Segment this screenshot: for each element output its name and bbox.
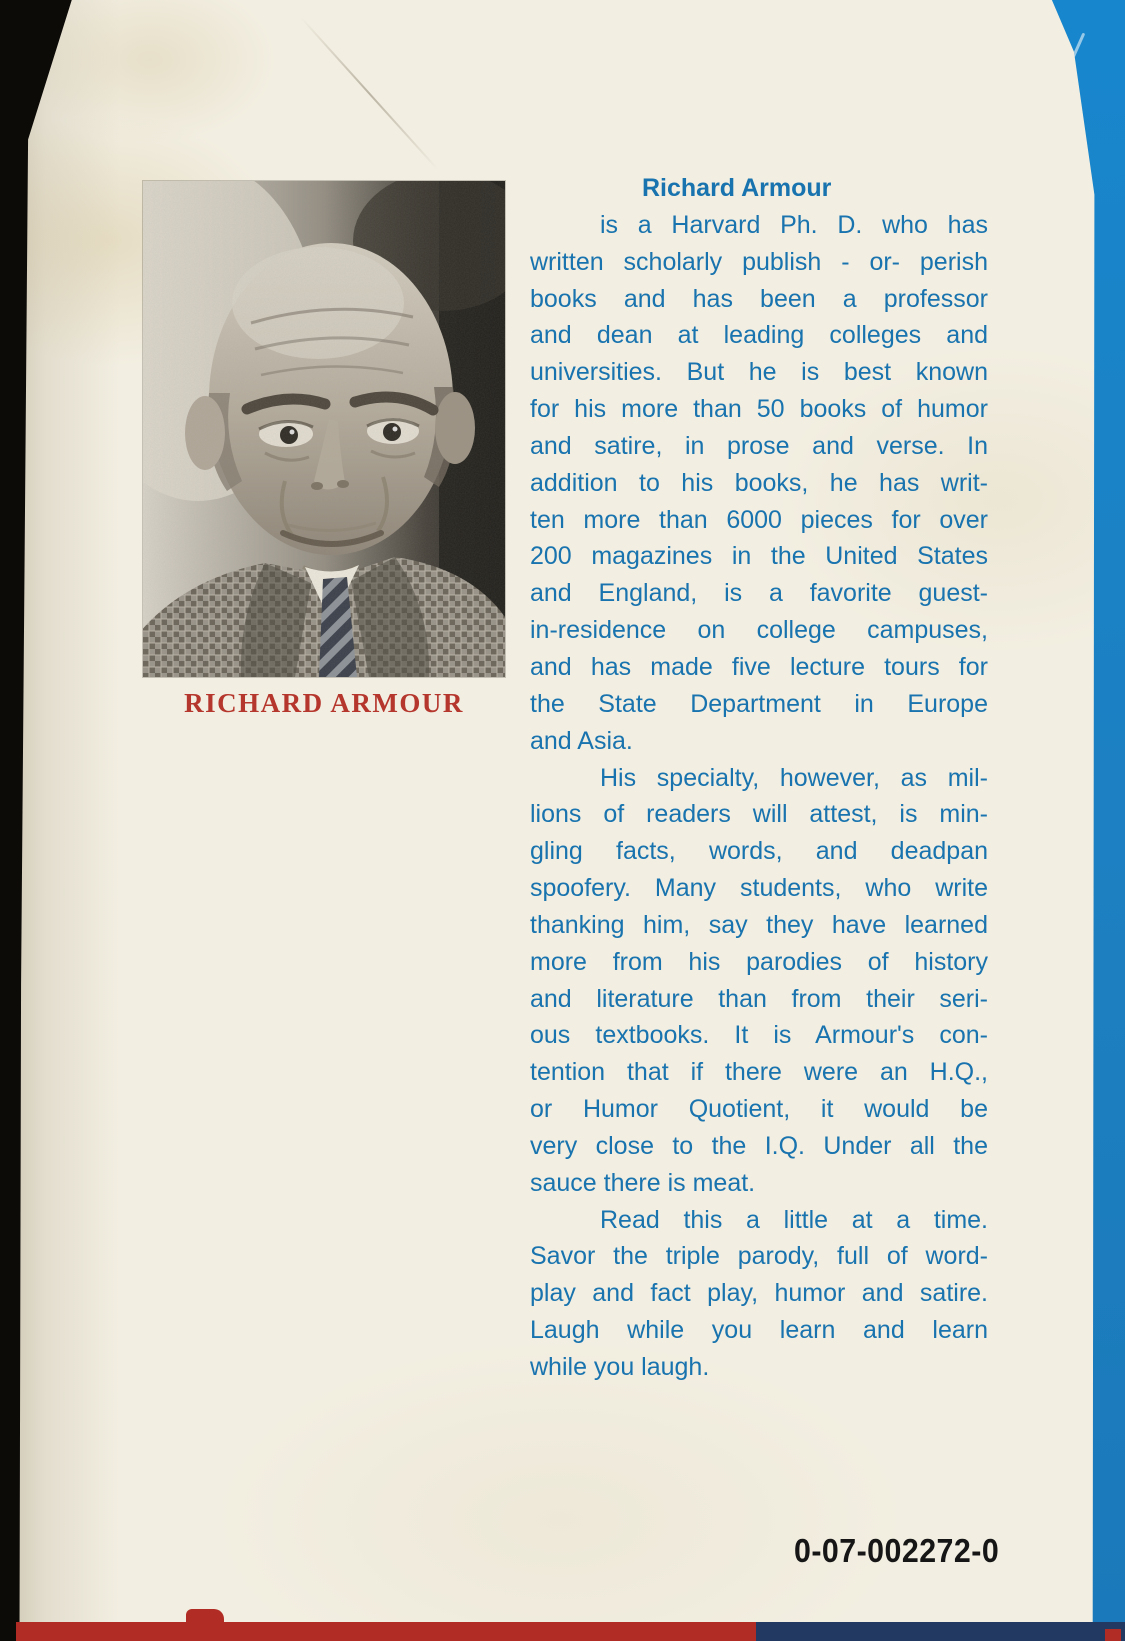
crease-mark xyxy=(1034,33,1086,144)
bio-line: Read this a little at a time. xyxy=(600,1205,988,1234)
bio-line: lions of readers will attest, is min- xyxy=(530,800,988,829)
bio-line: His specialty, however, as mil- xyxy=(600,763,988,792)
bio-line: tention that if there were an H.Q., xyxy=(530,1058,988,1087)
photo-caption: RICHARD ARMOUR xyxy=(184,688,464,718)
crease-mark xyxy=(300,17,439,171)
bio-line: and England, is a favorite guest- xyxy=(530,579,988,608)
bio-line: books and has been a professor xyxy=(530,284,988,313)
spine-edge xyxy=(0,0,78,1641)
portrait-photo xyxy=(143,181,505,677)
bio-line: and literature than from their seri- xyxy=(530,984,988,1013)
bio-text-column xyxy=(530,170,988,1386)
portrait-photo-art xyxy=(143,181,505,677)
bio-line: Savor the triple parody, full of word- xyxy=(530,1242,988,1271)
bio-line: addition to his books, he has writ- xyxy=(530,468,988,497)
bio-line: universities. But he is best known xyxy=(530,358,988,387)
bio-line: written scholarly publish - or- perish xyxy=(530,247,988,276)
board-edge-corner-red xyxy=(1105,1629,1121,1641)
bio-line: is a Harvard Ph. D. who has xyxy=(600,210,988,239)
bio-line: for his more than 50 books of humor xyxy=(530,395,988,424)
bio-line: and satire, in prose and verse. In xyxy=(530,431,988,460)
bio-line: ten more than 6000 pieces for over xyxy=(530,505,988,534)
bio-heading: Richard Armour xyxy=(642,174,832,202)
board-edge-bottom-navy xyxy=(756,1622,1125,1641)
bio-line: play and fact play, humor and satire. xyxy=(530,1279,988,1308)
bio-line: more from his parodies of history xyxy=(530,947,988,976)
bio-line: spoofery. Many students, who write xyxy=(530,874,988,903)
photo-grain xyxy=(143,181,505,677)
bio-line: Laugh while you learn and learn xyxy=(530,1316,988,1345)
bio-line: and dean at leading colleges and xyxy=(530,321,988,350)
bio-line: while you laugh. xyxy=(530,1353,710,1381)
bio-line: sauce there is meat. xyxy=(530,1168,756,1197)
bio-line: ous textbooks. It is Armour's con- xyxy=(530,1021,988,1050)
bio-line: the State Department in Europe xyxy=(530,689,988,718)
bio-line: gling facts, words, and deadpan xyxy=(530,837,988,866)
board-edge-right xyxy=(1040,0,1125,1622)
isbn-number: 0-07-002272-0 xyxy=(794,1532,1000,1569)
bio-line: 200 magazines in the United States xyxy=(530,542,988,571)
bio-line: or Humor Quotient, it would be xyxy=(530,1095,988,1124)
bio-line: and Asia. xyxy=(530,726,633,755)
bio-line: in-residence on college campuses, xyxy=(530,616,988,645)
board-edge-bottom-red xyxy=(16,1622,756,1641)
bio-line: thanking him, say they have learned xyxy=(530,910,988,939)
bio-line: very close to the I.Q. Under all the xyxy=(530,1131,988,1160)
bio-line: and has made five lecture tours for xyxy=(530,652,988,681)
